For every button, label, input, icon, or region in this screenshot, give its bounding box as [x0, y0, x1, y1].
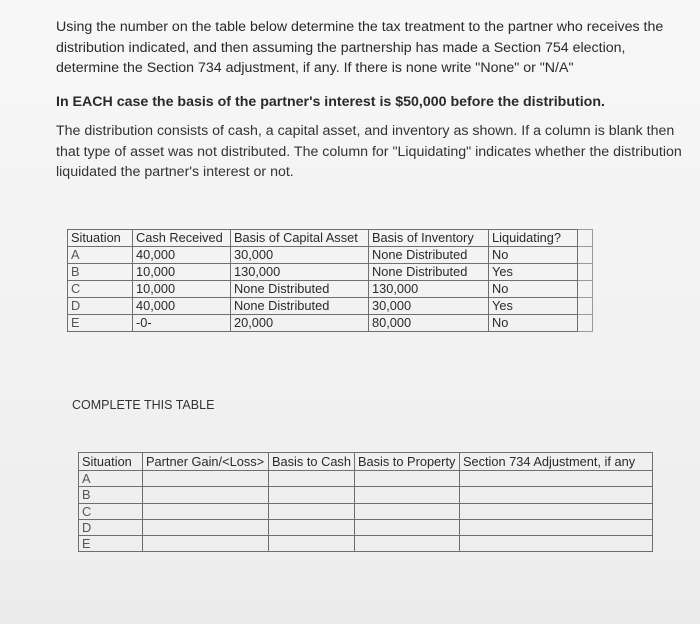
liquidating-cell: Yes: [489, 264, 578, 281]
inventory-cell: None Distributed: [369, 264, 489, 281]
basis-to-property-input-cell[interactable]: [354, 519, 459, 535]
table-row: [68, 298, 593, 315]
table-row: [68, 247, 593, 264]
header-basis-capital-asset: Basis of Capital Asset: [231, 230, 369, 247]
situation-cell: E: [68, 315, 133, 332]
inventory-cell: 130,000: [369, 281, 489, 298]
liquidating-cell: No: [489, 281, 578, 298]
gain-loss-input-cell[interactable]: [143, 536, 269, 552]
liquidating-cell: No: [489, 315, 578, 332]
basis-to-property-input-cell[interactable]: [354, 536, 459, 552]
capital-asset-cell: 30,000: [231, 247, 369, 264]
situation-cell: B: [79, 487, 143, 503]
basis-to-property-input-cell[interactable]: [354, 503, 459, 519]
instruction-paragraph-3: The distribution consists of cash, a capital asset, and inventory as shown. If a column is blank then that type of asset was not distributed. The column for "Liquidating" indicates whether the distribution liquidated the partner's interest or not.: [56, 123, 682, 180]
cash-cell: -0-: [133, 315, 231, 332]
basis-to-cash-input-cell[interactable]: [269, 536, 355, 552]
capital-asset-cell: 20,000: [231, 315, 369, 332]
basis-to-property-input-cell[interactable]: [354, 487, 459, 503]
answer-table-header-row: [79, 453, 653, 471]
inventory-cell: 80,000: [369, 315, 489, 332]
table-row: [68, 264, 593, 281]
blank-cell: [578, 264, 593, 281]
header-basis-to-property: Basis to Property: [354, 453, 459, 471]
gain-loss-input-cell[interactable]: [143, 503, 269, 519]
gain-loss-input-cell[interactable]: [143, 471, 269, 487]
blank-cell: [578, 230, 593, 247]
answer-table: [78, 452, 653, 552]
section-734-input-cell[interactable]: [459, 536, 652, 552]
header-basis-inventory: Basis of Inventory: [369, 230, 489, 247]
liquidating-cell: Yes: [489, 298, 578, 315]
liquidating-cell: No: [489, 247, 578, 264]
section-734-input-cell[interactable]: [459, 503, 652, 519]
header-cash-received: Cash Received: [133, 230, 231, 247]
capital-asset-cell: 130,000: [231, 264, 369, 281]
given-data-table: [67, 229, 593, 332]
situation-cell: D: [68, 298, 133, 315]
header-situation: Situation: [68, 230, 133, 247]
situation-cell: B: [68, 264, 133, 281]
header-situation: Situation: [79, 453, 143, 471]
situation-cell: C: [79, 503, 143, 519]
blank-cell: [578, 298, 593, 315]
cash-cell: 40,000: [133, 247, 231, 264]
complete-table-title: COMPLETE THIS TABLE: [72, 398, 215, 412]
table-row: [68, 281, 593, 298]
table-row: [79, 536, 653, 552]
header-liquidating: Liquidating?: [489, 230, 578, 247]
inventory-cell: 30,000: [369, 298, 489, 315]
gain-loss-input-cell[interactable]: [143, 487, 269, 503]
situation-cell: C: [68, 281, 133, 298]
instruction-paragraph-1: Using the number on the table below determine the tax treatment to the partner who receives the distribution indicated, and then assuming the partnership has made a Section 754 election, determine the Section 734 adjustment, if any. If there is none write "None" or "N/A": [56, 19, 664, 76]
table-row: [79, 503, 653, 519]
situation-cell: E: [79, 536, 143, 552]
table-row: [79, 519, 653, 535]
basis-to-cash-input-cell[interactable]: [269, 519, 355, 535]
inventory-cell: None Distributed: [369, 247, 489, 264]
section-734-input-cell[interactable]: [459, 487, 652, 503]
table-row: [79, 487, 653, 503]
header-section-734-adjustment: Section 734 Adjustment, if any: [459, 453, 652, 471]
table-row: [68, 315, 593, 332]
section-734-input-cell[interactable]: [459, 471, 652, 487]
section-734-input-cell[interactable]: [459, 519, 652, 535]
instruction-paragraph-2: In EACH case the basis of the partner's interest is $50,000 before the distribution.: [56, 94, 605, 110]
cash-cell: 10,000: [133, 281, 231, 298]
blank-cell: [578, 315, 593, 332]
capital-asset-cell: None Distributed: [231, 281, 369, 298]
table-row: [79, 471, 653, 487]
basis-to-property-input-cell[interactable]: [354, 471, 459, 487]
gain-loss-input-cell[interactable]: [143, 519, 269, 535]
given-table-header-row: [68, 230, 593, 247]
cash-cell: 10,000: [133, 264, 231, 281]
header-basis-to-cash: Basis to Cash: [269, 453, 355, 471]
blank-cell: [578, 247, 593, 264]
header-partner-gain-loss: Partner Gain/<Loss>: [143, 453, 269, 471]
blank-cell: [578, 281, 593, 298]
situation-cell: D: [79, 519, 143, 535]
basis-to-cash-input-cell[interactable]: [269, 503, 355, 519]
basis-to-cash-input-cell[interactable]: [269, 487, 355, 503]
capital-asset-cell: None Distributed: [231, 298, 369, 315]
cash-cell: 40,000: [133, 298, 231, 315]
situation-cell: A: [79, 471, 143, 487]
situation-cell: A: [68, 247, 133, 264]
basis-to-cash-input-cell[interactable]: [269, 471, 355, 487]
